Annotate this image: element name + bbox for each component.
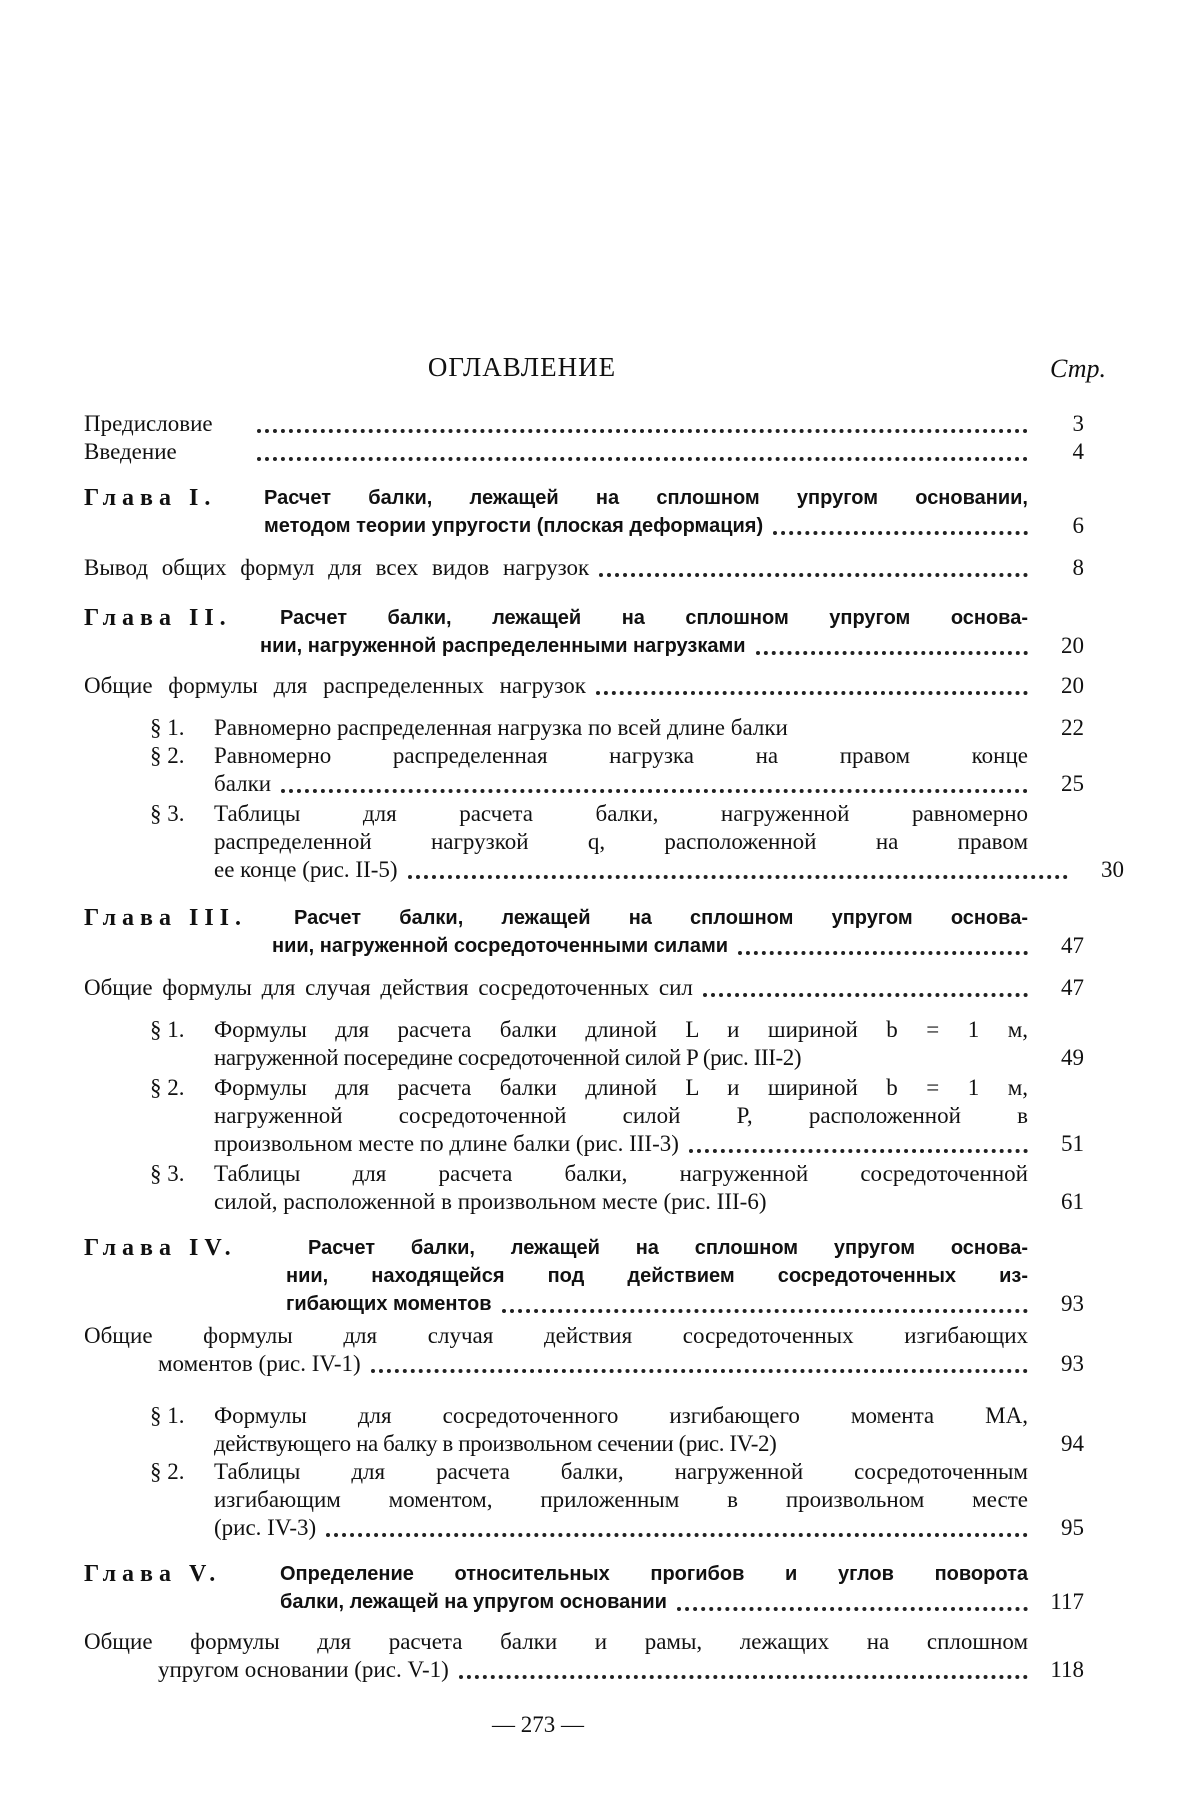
toc-section-2-2: § 2. Равномерно распределенная нагрузка на правом конце балки 25 <box>150 743 1084 796</box>
toc-section-3-3: § 3. Таблицы для расчета балки, нагруженной сосредоточенной силой, расположенной в произвольном месте (рис. III-6) 61 <box>150 1161 1084 1214</box>
toc-entry-distributed-general: Общие формулы для распределенных нагрузок 20 <box>84 673 1084 698</box>
toc-entry-moments-general: Общие формулы для случая действия сосредоточенных изгибающих моментов (рис. IV-1) 93 <box>84 1323 1084 1376</box>
toc-section-2-1: § 1. Равномерно распределенная нагрузка по всей длине балки 22 <box>150 715 1084 740</box>
page-column-label: Стр. <box>1050 354 1106 383</box>
toc-entry-intro: Введение 4 <box>84 439 1084 464</box>
page-number: — 273 — <box>492 1712 584 1737</box>
toc-section-4-1: § 1. Формулы для сосредоточенного изгибающего момента MA, действующего на балку в произвольном сечении (рис. IV-2) 94 <box>150 1403 1084 1456</box>
toc-entry-general-formulas: Вывод общих формул для всех видов нагрузок 8 <box>84 555 1084 580</box>
toc-entry-frames-general: Общие формулы для расчета балки и рамы, лежащих на сплошном упругом основании (рис. V-1) 118 <box>84 1629 1084 1682</box>
toc-entry-concentrated-general: Общие формулы для случая действия сосредоточенных сил 47 <box>84 975 1084 1000</box>
toc-chapter-4: Глава IV. Расчет балки, лежащей на сплошном упругом основа- нии, находящейся под действием сосредоточенных из- гибающих моментов 93 <box>84 1235 1084 1316</box>
toc-chapter-2: Глава II. Расчет балки, лежащей на сплошном упругом основа- нии, нагруженной распределенными нагрузками 20 <box>84 605 1084 658</box>
toc-section-4-2: § 2. Таблицы для расчета балки, нагруженной сосредоточенным изгибающим моментом, приложенным в произвольном месте (рис. IV-3) 95 <box>150 1459 1084 1540</box>
toc-chapter-5: Глава V. Определение относительных прогибов и углов поворота балки, лежащей на упругом основании 117 <box>84 1561 1084 1614</box>
toc-section-3-2: § 2. Формулы для расчета балки длиной L и шириной b = 1 м, нагруженной сосредоточенной силой P, расположенной в произвольном месте по длине балки (рис. III-3) 51 <box>150 1075 1084 1156</box>
toc-section-2-3: § 3. Таблицы для расчета балки, нагруженной равномерно распределенной нагрузкой q, расположенной на правом ее конце (рис. II-5) 30 <box>150 801 1124 882</box>
toc-entry-preface: Предисловие 3 <box>84 411 1084 436</box>
toc-chapter-3: Глава III. Расчет балки, лежащей на сплошном упругом основа- нии, нагруженной сосредоточенными силами 47 <box>84 905 1084 958</box>
toc-title: ОГЛАВЛЕНИЕ <box>427 352 617 382</box>
toc-chapter-1: Глава I. Расчет балки, лежащей на сплошном упругом основании, методом теории упругости (плоская деформация) 6 <box>84 485 1084 538</box>
toc-section-3-1: § 1. Формулы для расчета балки длиной L и шириной b = 1 м, нагруженной посередине сосредоточенной силой P (рис. III-2) 49 <box>150 1017 1084 1070</box>
